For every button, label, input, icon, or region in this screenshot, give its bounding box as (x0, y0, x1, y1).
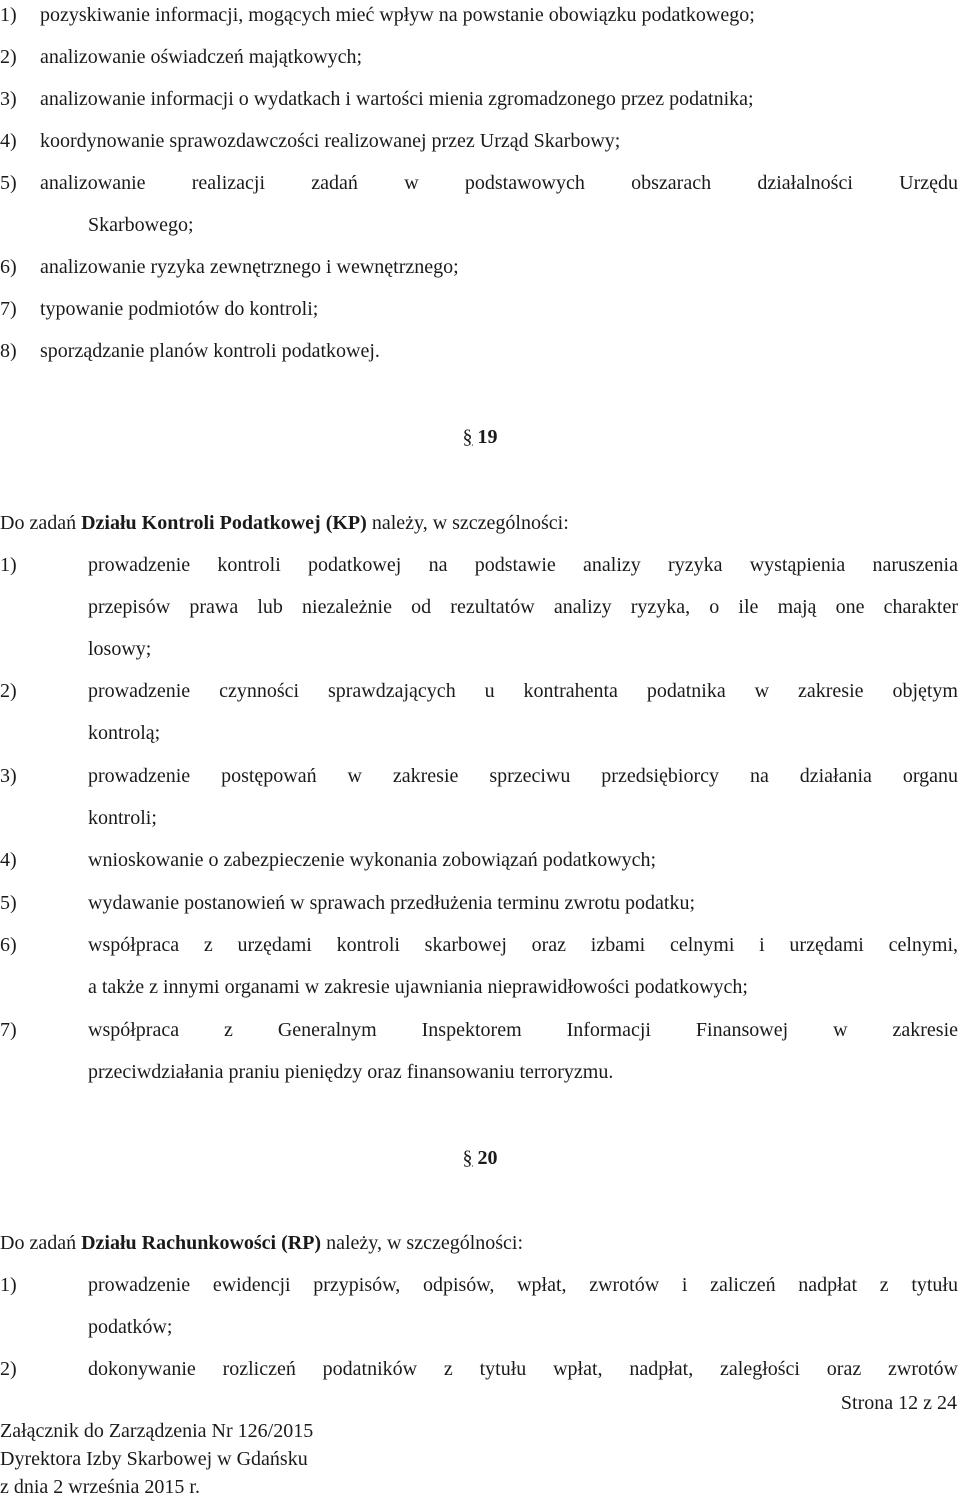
footer-line: z dnia 2 września 2015 r. (0, 1476, 200, 1498)
paragraph-sign: § (462, 1147, 473, 1169)
section-heading-19 (0, 426, 960, 449)
item-text: typowanie podmiotów do kontroli; (40, 298, 319, 320)
intro-text: należy, w szczególności: (321, 1232, 524, 1254)
item-text: losowy; (88, 638, 152, 660)
item-text: sporządzanie planów kontroli podatkowej. (40, 340, 380, 362)
item-number: 1) (0, 1274, 17, 1296)
item-text: pozyskiwanie informacji, mogących mieć wpływ na powstanie obowiązku podatkowego; (40, 4, 755, 26)
item-text: Skarbowego; (88, 214, 194, 236)
item-text: prowadzenie czynności sprawdzających u kontrahenta podatnika w zakresie objętym (88, 680, 958, 702)
item-text: współpraca z Generalnym Inspektorem Informacji Finansowej w zakresie (88, 1019, 958, 1041)
item-text: kontrolą; (88, 722, 161, 744)
item-number: 7) (0, 1019, 17, 1041)
item-number: 1) (0, 554, 17, 576)
item-text: przepisów prawa lub niezależnie od rezultatów analizy ryzyka, o ile mają one charakter (88, 596, 958, 618)
item-text: podatków; (88, 1316, 173, 1338)
footer-line: Dyrektora Izby Skarbowej w Gdańsku (0, 1448, 308, 1470)
item-text: koordynowanie sprawozdawczości realizowanej przez Urząd Skarbowy; (40, 130, 621, 152)
item-number: 5) (0, 172, 17, 194)
item-text: kontroli; (88, 807, 157, 829)
intro-text: Do zadań (0, 1232, 82, 1254)
department-name: Działu Rachunkowości (RP) (81, 1232, 322, 1254)
section-number: 19 (477, 426, 498, 448)
department-name: Działu Kontroli Podatkowej (KP) (81, 512, 367, 534)
section-intro (0, 1232, 523, 1255)
page-number: Strona 12 z 24 (840, 1392, 957, 1414)
item-number: 8) (0, 340, 17, 362)
item-text: analizowanie ryzyka zewnętrznego i wewnętrznego; (40, 256, 459, 278)
item-number: 2) (0, 1358, 17, 1380)
item-text: wydawanie postanowień w sprawach przedłużenia terminu zwrotu podatku; (88, 892, 696, 914)
intro-text: należy, w szczególności: (366, 512, 569, 534)
item-number: 1) (0, 4, 17, 26)
item-number: 3) (0, 765, 17, 787)
item-text: przeciwdziałania praniu pieniędzy oraz finansowaniu terroryzmu. (88, 1061, 614, 1083)
item-text: prowadzenie postępowań w zakresie sprzeciwu przedsiębiorcy na działania organu (88, 765, 958, 787)
item-number: 7) (0, 298, 17, 320)
item-number: 4) (0, 130, 17, 152)
item-number: 5) (0, 892, 17, 914)
item-number: 2) (0, 680, 17, 702)
item-text: dokonywanie rozliczeń podatników z tytułu wpłat, nadpłat, zaległości oraz zwrotów (88, 1358, 958, 1380)
section-intro (0, 512, 569, 535)
item-text: prowadzenie kontroli podatkowej na podstawie analizy ryzyka wystąpienia naruszenia (88, 554, 958, 576)
item-text: analizowanie oświadczeń majątkowych; (40, 46, 363, 68)
item-text: a także z innymi organami w zakresie ujawniania nieprawidłowości podatkowych; (88, 976, 748, 998)
item-text: prowadzenie ewidencji przypisów, odpisów, wpłat, zwrotów i zaliczeń nadpłat z tytułu (88, 1274, 958, 1296)
item-number: 3) (0, 88, 17, 110)
item-number: 6) (0, 256, 17, 278)
item-text: wnioskowanie o zabezpieczenie wykonania zobowiązań podatkowych; (88, 849, 657, 871)
item-text: analizowanie informacji o wydatkach i wartości mienia zgromadzonego przez podatnika; (40, 88, 754, 110)
intro-text: Do zadań (0, 512, 82, 534)
footer-line: Załącznik do Zarządzenia Nr 126/2015 (0, 1420, 314, 1442)
item-number: 4) (0, 849, 17, 871)
section-heading-20 (0, 1147, 960, 1170)
section-number: 20 (477, 1147, 498, 1169)
item-text: analizowanie realizacji zadań w podstawowych obszarach działalności Urzędu (40, 172, 958, 194)
paragraph-sign: § (462, 426, 473, 448)
item-number: 6) (0, 934, 17, 956)
item-text: współpraca z urzędami kontroli skarbowej oraz izbami celnymi i urzędami celnymi, (88, 934, 958, 956)
item-number: 2) (0, 46, 17, 68)
